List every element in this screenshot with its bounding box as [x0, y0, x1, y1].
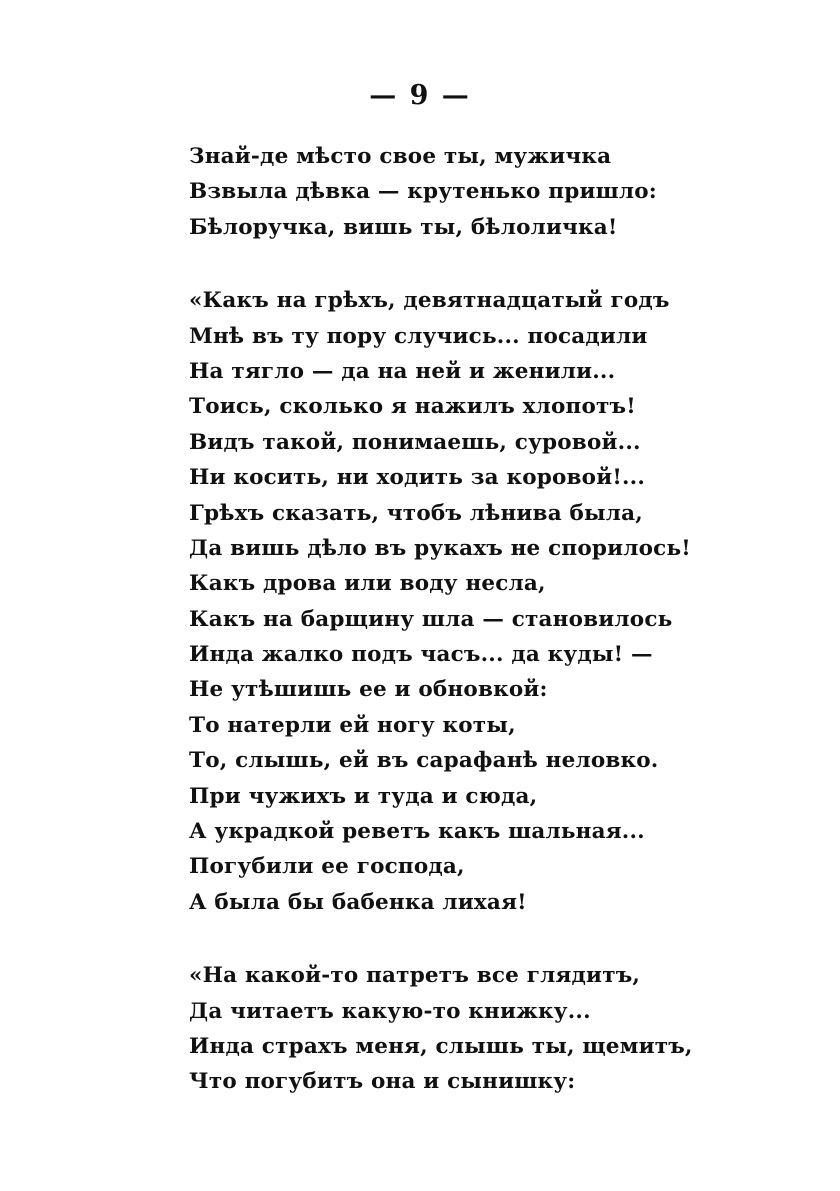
verse-line: А украдкой реветъ какъ шальная... — [189, 819, 645, 845]
verse-line: Да читаетъ какую-то книжку... — [189, 998, 591, 1024]
verse-line: Инда страхъ меня, слышь ты, щемитъ, — [189, 1033, 693, 1059]
stanza-2 — [189, 283, 809, 920]
verse-line: Что погубитъ она и сынишку: — [189, 1069, 576, 1095]
verse-line: Видъ такой, понимаешь, суровой... — [189, 429, 641, 455]
poem-text — [189, 139, 809, 1100]
verse-line: «На какой-то патретъ все глядитъ, — [189, 963, 641, 989]
verse-line: Погубили ее господа, — [189, 854, 465, 880]
verse-line: Грѣхъ сказать, чтобъ лѣнива была, — [189, 500, 643, 526]
verse-line: Ни косить, ни ходить за коровой!... — [189, 465, 646, 491]
verse-line: Какъ дрова или воду несла, — [189, 571, 546, 597]
verse-line: Знай-де мѣсто свое ты, мужичка — [189, 144, 612, 169]
verse-line: Мнѣ въ ту пору случись... посадили — [189, 323, 648, 349]
verse-line: Взвыла дѣвка — крутенько пришло: — [189, 179, 657, 205]
page-number: — 9 — — [369, 80, 471, 111]
verse-line: Не утѣшишь ее и обновкой: — [189, 677, 548, 703]
verse-line: «Какъ на грѣхъ, девятнадцатый годъ — [189, 288, 670, 314]
verse-line: А была бы бабенка лихая! — [189, 889, 527, 915]
stanza-1 — [189, 139, 809, 245]
stanza-3 — [189, 958, 809, 1100]
verse-line: То, слышь, ей въ сарафанѣ неловко. — [189, 748, 659, 774]
verse-line: При чужихъ и туда и сюда, — [189, 783, 538, 809]
verse-line: Какъ на барщину шла — становилось — [189, 606, 673, 632]
verse-line: Инда жалко подъ часъ... да куды! — — [189, 642, 653, 668]
verse-line: На тягло — да на ней и женили... — [189, 358, 616, 384]
verse-line: Тоись, сколько я нажилъ хлопотъ! — [189, 394, 636, 420]
verse-line: То натерли ей ногу коты, — [189, 712, 516, 738]
verse-line: Да вишь дѣло въ рукахъ не спорилось! — [189, 535, 691, 561]
verse-line: Бѣлоручка, вишь ты, бѣлоличка! — [189, 214, 618, 240]
